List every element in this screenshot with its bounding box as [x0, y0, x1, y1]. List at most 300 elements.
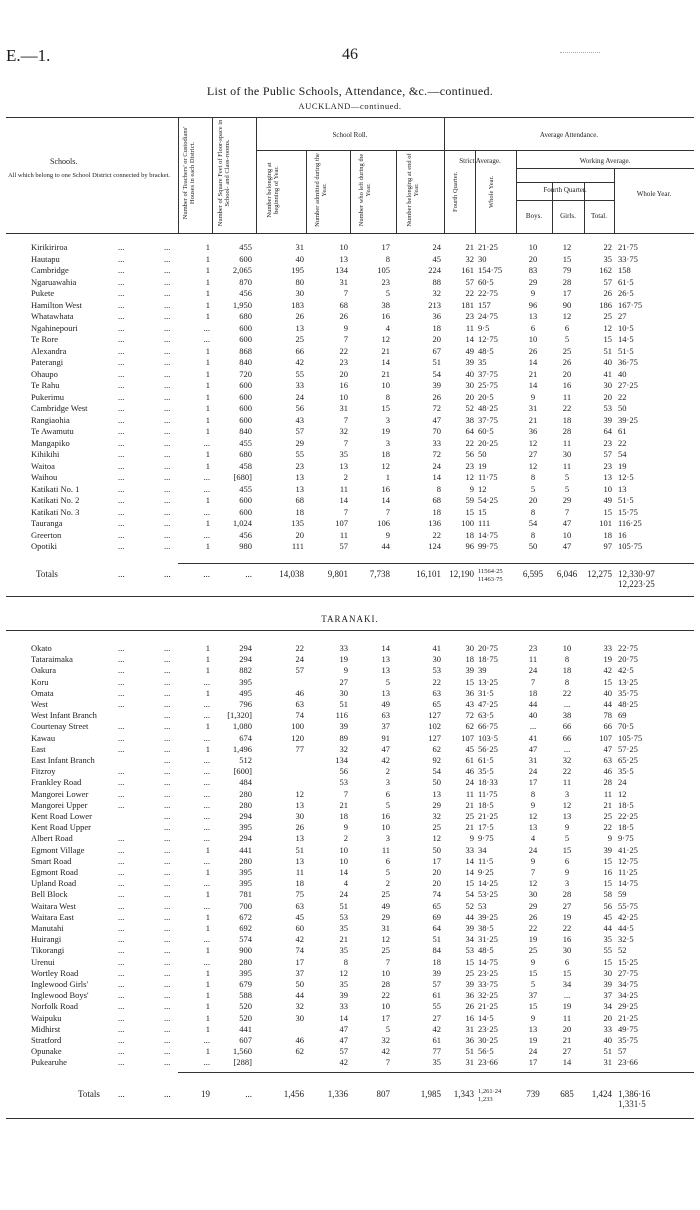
floor-area: 280 — [239, 788, 252, 799]
strict-quarter: 34 — [465, 934, 474, 945]
girls: 12 — [562, 242, 572, 252]
floor-area: 840 — [239, 357, 252, 367]
strict-quarter: 61 — [465, 755, 474, 765]
boys: 29 — [528, 900, 538, 911]
strict-year: 20·25 — [478, 437, 498, 448]
girls: 21 — [562, 1035, 572, 1045]
strict-quarter: 161 — [461, 265, 474, 275]
page-code: E.—1. — [6, 46, 51, 65]
strict-year: 13·25 — [478, 676, 498, 687]
boys: 83 — [528, 265, 538, 275]
fourth-subrule — [516, 182, 614, 183]
roll-admitted: 7 — [343, 288, 348, 298]
total: 66 — [603, 721, 612, 732]
strict-year: 21·25 — [478, 242, 498, 252]
leader-dots: ... — [164, 934, 171, 945]
total: 44 — [603, 699, 612, 709]
totals-area: ... — [245, 569, 252, 579]
roll-begin: 23 — [295, 460, 304, 471]
teachers-houses: 1 — [205, 979, 210, 989]
girls: 11 — [562, 437, 572, 448]
strict-year: 157 — [478, 299, 491, 310]
table-row — [0, 811, 700, 822]
roll-admitted: 53 — [339, 777, 348, 788]
boys: 7 — [530, 867, 536, 877]
whole-year: 49·75 — [618, 1023, 638, 1034]
strict-year: 11·75 — [478, 472, 498, 482]
roll-end: 70 — [432, 426, 441, 436]
roll-end: 24 — [432, 242, 441, 252]
auckland-heading: AUCKLAND—continued. — [298, 101, 402, 111]
leader-dots: ... — [164, 956, 171, 967]
roll-left: 16 — [381, 811, 390, 821]
school-name: Egmont Village — [31, 844, 85, 855]
roll-begin: 13 — [295, 483, 304, 494]
teachers-houses: ... — [203, 956, 210, 967]
table-row — [0, 968, 700, 979]
roll-left: 17 — [381, 242, 390, 252]
total: 35 — [603, 934, 612, 945]
table-row — [0, 277, 700, 288]
table-row — [0, 242, 700, 253]
school-name: Kirikiriroa — [31, 242, 68, 252]
whole-year: 12·75 — [618, 855, 638, 866]
girls: 16 — [562, 380, 572, 390]
leader-dots: ... — [118, 878, 125, 889]
roll-begin-header: Number belonging at beginning of Year. — [266, 162, 280, 218]
strict-year: 9·75 — [478, 833, 494, 844]
leader-dots: ... — [118, 414, 125, 425]
roll-left: 25 — [381, 945, 390, 956]
floor-area: 980 — [239, 541, 252, 551]
table-row — [0, 766, 700, 777]
roll-subrule — [256, 150, 444, 151]
strict-year: 18·33 — [478, 777, 498, 788]
floor-area: 840 — [239, 426, 252, 436]
roll-end: 33 — [432, 437, 441, 448]
leader-dots: ... — [164, 518, 171, 528]
table-row — [0, 495, 700, 506]
roll-admitted: 35 — [339, 923, 348, 933]
strict-quarter: 21 — [465, 822, 474, 833]
school-name: Katikati No. 3 — [31, 506, 80, 517]
school-name: Ohaupo — [31, 368, 58, 379]
girls: 66 — [562, 732, 572, 743]
table-row — [0, 323, 700, 334]
section-rule — [6, 596, 694, 597]
whole-year: 12·5 — [618, 472, 634, 482]
whole-year: 15·75 — [618, 506, 638, 517]
boys: 13 — [528, 311, 538, 321]
header-bottom-rule — [6, 233, 694, 234]
leader-dots: ... — [118, 541, 125, 551]
strict-quarter: 107 — [461, 732, 474, 743]
teachers-houses: 1 — [205, 276, 210, 287]
total: 40 — [603, 687, 612, 698]
whole-year: 26·5 — [618, 288, 634, 298]
school-name: Okato — [31, 643, 52, 653]
roll-end: 32 — [432, 811, 441, 821]
teachers-houses: 1 — [205, 449, 210, 459]
whole-year: 14·5 — [618, 334, 634, 344]
school-name: Waihou — [31, 472, 58, 482]
leader-dots: ... — [164, 460, 171, 471]
roll-admitted: 9 — [343, 322, 348, 333]
strict-year: 9·25 — [478, 867, 494, 877]
teachers-houses: 1 — [205, 743, 210, 754]
total: 19 — [603, 654, 612, 665]
whole-year: 13 — [618, 483, 627, 494]
roll-end: 45 — [432, 253, 441, 264]
roll-left: 21 — [381, 345, 390, 356]
leader-dots: ... — [164, 911, 171, 922]
boys: 5 — [530, 483, 536, 494]
roll-admitted: 10 — [339, 242, 348, 252]
boys: 12 — [528, 460, 538, 471]
leader-dots: ... — [118, 855, 125, 866]
roll-left: 13 — [381, 654, 390, 665]
boys-header: Boys. — [525, 212, 543, 220]
boys: 41 — [528, 732, 538, 743]
leader-dots: ... — [164, 1012, 171, 1023]
leader-dots: ... — [164, 878, 171, 889]
whole-year: 61·5 — [618, 276, 634, 287]
teachers-houses: ... — [203, 833, 210, 844]
floor-area: 280 — [239, 956, 252, 967]
girls: 66 — [562, 721, 572, 732]
whole-year: 22·75 — [618, 643, 638, 653]
strict-quarter: 25 — [465, 811, 474, 821]
teachers-houses: 1 — [205, 643, 210, 653]
total: 51 — [603, 1046, 612, 1057]
whole-year: 27·25 — [618, 380, 638, 390]
roll-begin: 43 — [295, 414, 304, 425]
strict-year: 20·75 — [478, 643, 498, 653]
roll-end: 27 — [432, 1012, 441, 1023]
roll-end: 20 — [432, 334, 441, 344]
teachers-houses: 1 — [205, 414, 210, 425]
floor-area: 600 — [239, 495, 252, 505]
girls: 18 — [562, 414, 572, 425]
total: 18 — [603, 529, 612, 540]
floor-area: 395 — [239, 676, 252, 687]
roll-admitted: 31 — [339, 276, 348, 287]
table-row — [0, 300, 700, 311]
whole-year: 167·75 — [618, 299, 643, 310]
roll-admitted: 51 — [339, 699, 348, 709]
table-row — [0, 265, 700, 276]
school-name: Inglewood Boys' — [31, 990, 89, 1001]
floor-area: 607 — [239, 1035, 252, 1045]
whole-year: 35·75 — [618, 1035, 638, 1045]
total: 15 — [603, 676, 612, 687]
strict-year: 14·75 — [478, 529, 498, 540]
whole-year: 51·5 — [618, 345, 634, 356]
school-name: Mangapiko — [31, 437, 70, 448]
boys: 47 — [528, 743, 538, 754]
total: 21 — [603, 799, 612, 810]
roll-begin: 50 — [295, 979, 304, 989]
total: 23 — [603, 460, 612, 471]
strict-quarter: 24 — [465, 777, 474, 788]
roll-end: 68 — [432, 495, 441, 505]
table-row — [0, 643, 700, 654]
strict-quarter: 22 — [465, 288, 474, 298]
roll-begin: 46 — [295, 687, 304, 698]
roll-left: 23 — [381, 276, 390, 287]
whole-year: 158 — [618, 265, 631, 275]
boys: 11 — [528, 654, 538, 665]
school-name: Egmont Road — [31, 867, 78, 877]
leader-dots: ... — [164, 1046, 171, 1057]
teachers-houses: 1 — [205, 945, 210, 956]
leader-dots: ... — [118, 766, 125, 777]
boys: 96 — [528, 299, 538, 310]
roll-begin: 29 — [295, 437, 304, 448]
roll-begin: 45 — [295, 911, 304, 922]
school-name: Greerton — [31, 529, 62, 540]
girls: 19 — [562, 911, 572, 922]
school-name: Bell Block — [31, 889, 68, 900]
strict-quarter: 52 — [465, 900, 474, 911]
total: 9 — [607, 833, 612, 844]
table-row — [0, 710, 700, 721]
strict-quarter: 31 — [465, 1057, 474, 1068]
strict-quarter: 15 — [465, 676, 474, 687]
whole-year: 19 — [618, 460, 627, 471]
roll-admitted: 57 — [339, 541, 348, 551]
total: 47 — [603, 743, 612, 754]
roll-begin: 66 — [295, 345, 304, 356]
strict-year: 53·25 — [478, 889, 498, 900]
girls: 9 — [564, 867, 570, 877]
whole-year: 23·66 — [618, 1057, 638, 1068]
leader-dots: ... — [118, 967, 125, 978]
school-name: Opunake — [31, 1046, 62, 1057]
teachers-houses: ... — [203, 900, 210, 911]
leader-dots: ... — [164, 380, 171, 390]
roll-begin: 57 — [295, 665, 304, 676]
boys: 44 — [528, 699, 538, 709]
leader-dots: ... — [118, 799, 125, 810]
roll-begin: 44 — [295, 990, 304, 1001]
whole-year: 18·5 — [618, 799, 634, 810]
roll-admitted: 47 — [339, 1035, 348, 1045]
roll-admitted: 35 — [339, 979, 348, 989]
col-divider — [350, 150, 351, 233]
leader-dots: ... — [118, 665, 125, 676]
roll-left: 10 — [381, 380, 390, 390]
girls: 12 — [562, 799, 572, 810]
totals-roll-end: 16,101 — [416, 569, 441, 579]
roll-admitted: 13 — [339, 460, 348, 471]
roll-begin: 18 — [295, 878, 304, 889]
total: 58 — [603, 889, 612, 900]
totals-whole-year-2: 12,223·25 — [618, 579, 655, 589]
totals-roll-end: 1,985 — [420, 1089, 441, 1099]
leader-dots: ... — [164, 253, 171, 264]
girls: 5 — [564, 833, 570, 844]
boys: 12 — [528, 437, 538, 448]
strict-year: 12·75 — [478, 334, 498, 344]
whole-year: 51·5 — [618, 495, 634, 505]
total: 55 — [603, 945, 612, 956]
strict-year: 11·75 — [478, 788, 498, 799]
strict-year: 54·25 — [478, 495, 498, 505]
strict-year: 50 — [478, 449, 487, 459]
floor-area: 868 — [239, 345, 252, 356]
col-divider — [396, 150, 397, 233]
floor-area: 600 — [239, 391, 252, 402]
roll-admitted: 39 — [339, 990, 348, 1001]
floor-area: 294 — [239, 654, 252, 665]
leader-dots: ... — [118, 495, 125, 505]
whole-year: 32·5 — [618, 934, 634, 945]
girls: 28 — [562, 889, 572, 900]
school-name: Norfolk Road — [31, 1001, 78, 1012]
school-name: Hautapu — [31, 253, 60, 264]
floor-area: 600 — [239, 414, 252, 425]
roll-end: 124 — [428, 541, 441, 551]
total: 34 — [603, 1001, 612, 1012]
roll-left: 49 — [381, 900, 390, 911]
boys: 36 — [528, 426, 538, 436]
table-row — [0, 889, 700, 900]
school-name: Oakura — [31, 665, 57, 676]
total: 107 — [599, 732, 612, 743]
leader-dots: ... — [164, 288, 171, 298]
roll-end: 69 — [432, 911, 441, 922]
leader-dots: ... — [118, 437, 125, 448]
teachers-houses: 1 — [205, 253, 210, 264]
girls: ... — [563, 990, 571, 1001]
roll-begin: 30 — [295, 811, 304, 821]
school-name: Katikati No. 1 — [31, 483, 80, 494]
leader-dots: ... — [164, 449, 171, 459]
leader-dots: ... — [118, 368, 125, 379]
taranaki-totals-row — [0, 1088, 700, 1109]
floor-area: [288] — [233, 1057, 252, 1068]
leader-dots: ... — [118, 311, 125, 321]
leader-dots: ... — [164, 322, 171, 333]
strict-quarter: 96 — [465, 541, 474, 551]
strict-year: 22·75 — [478, 288, 498, 298]
girls-header: Girls. — [560, 212, 576, 220]
school-name: Omata — [31, 687, 54, 698]
strict-year: 48·5 — [478, 945, 494, 956]
roll-begin: 56 — [295, 403, 304, 413]
teachers-houses: ... — [203, 699, 210, 709]
whole-year: 39·25 — [618, 414, 638, 425]
whole-year: 20·75 — [618, 654, 638, 665]
girls: 9 — [564, 822, 570, 833]
strict-year: 24·75 — [478, 311, 498, 321]
floor-area: 294 — [239, 811, 252, 821]
girls: 17 — [562, 288, 572, 298]
leader-dots: ... — [164, 732, 171, 743]
strict-year: 18·75 — [478, 654, 498, 665]
girls: 27 — [562, 1046, 572, 1057]
totals-roll-begin: 14,038 — [279, 569, 304, 579]
school-name: Te Rore — [31, 334, 59, 344]
roll-left: 12 — [381, 334, 390, 344]
strict-quarter: 44 — [465, 911, 474, 922]
table-row — [0, 654, 700, 665]
roll-admitted: 10 — [339, 855, 348, 866]
girls: 13 — [562, 811, 572, 821]
roll-end: 20 — [432, 878, 441, 889]
school-name: Paterangi — [31, 357, 64, 367]
roll-admitted: 26 — [339, 311, 348, 321]
strict-quarter: 36 — [465, 687, 474, 698]
total: 57 — [603, 449, 612, 459]
roll-left: 14 — [381, 357, 390, 367]
strict-quarter: 16 — [465, 1012, 474, 1023]
strict-quarter: 49 — [465, 345, 474, 356]
roll-end: 77 — [432, 1046, 441, 1057]
school-name: Mangorei Upper — [31, 799, 88, 810]
table-row — [0, 403, 700, 414]
totals-girls: 6,046 — [556, 569, 578, 579]
roll-admitted: 116 — [335, 710, 348, 721]
girls: 30 — [562, 945, 572, 956]
school-name: West Infant Branch — [31, 710, 97, 721]
whole-year: 50 — [618, 403, 627, 413]
roll-admitted: 11 — [339, 529, 348, 540]
total: 10 — [603, 483, 612, 494]
total: 41 — [603, 368, 612, 379]
table-row — [0, 665, 700, 676]
teachers-houses: 1 — [205, 299, 210, 310]
totals-strict-year: 1,261·24 — [478, 1088, 502, 1095]
girls: 22 — [562, 403, 572, 413]
floor-area: 294 — [239, 643, 252, 653]
teachers-houses: ... — [203, 1035, 210, 1045]
girls: 10 — [562, 643, 572, 653]
totals-strict-year-2: 1,233 — [478, 1096, 493, 1103]
roll-left: 6 — [385, 855, 390, 866]
table-row — [0, 461, 700, 472]
strict-year: 61·5 — [478, 755, 494, 765]
boys: 19 — [528, 934, 538, 945]
boys: 15 — [528, 1001, 538, 1012]
roll-begin: 135 — [291, 518, 304, 528]
total: 33 — [603, 643, 612, 653]
boys: 9 — [530, 391, 536, 402]
roll-end: 42 — [432, 1023, 441, 1034]
totals-girls: 685 — [560, 1089, 574, 1099]
roll-admitted: 19 — [339, 654, 348, 665]
roll-end: 8 — [436, 483, 441, 494]
table-row — [0, 1035, 700, 1046]
leader-dots: ... — [118, 1035, 125, 1045]
total: 22 — [603, 242, 612, 252]
teachers-houses: ... — [203, 676, 210, 687]
table-row — [0, 380, 700, 391]
leader-dots: ... — [164, 979, 171, 989]
floor-area: 458 — [239, 460, 252, 471]
roll-left: 3 — [385, 833, 390, 844]
leader-dots: ... — [164, 665, 171, 676]
table-row — [0, 438, 700, 449]
school-name: Urenui — [31, 956, 55, 967]
boys: 13 — [528, 1023, 538, 1034]
leader-dots: ... — [164, 945, 171, 956]
whole-year: 33·75 — [618, 253, 638, 264]
roll-admitted: 7 — [343, 437, 348, 448]
roll-admitted: 35 — [339, 945, 348, 956]
leader-dots: ... — [118, 1001, 125, 1012]
